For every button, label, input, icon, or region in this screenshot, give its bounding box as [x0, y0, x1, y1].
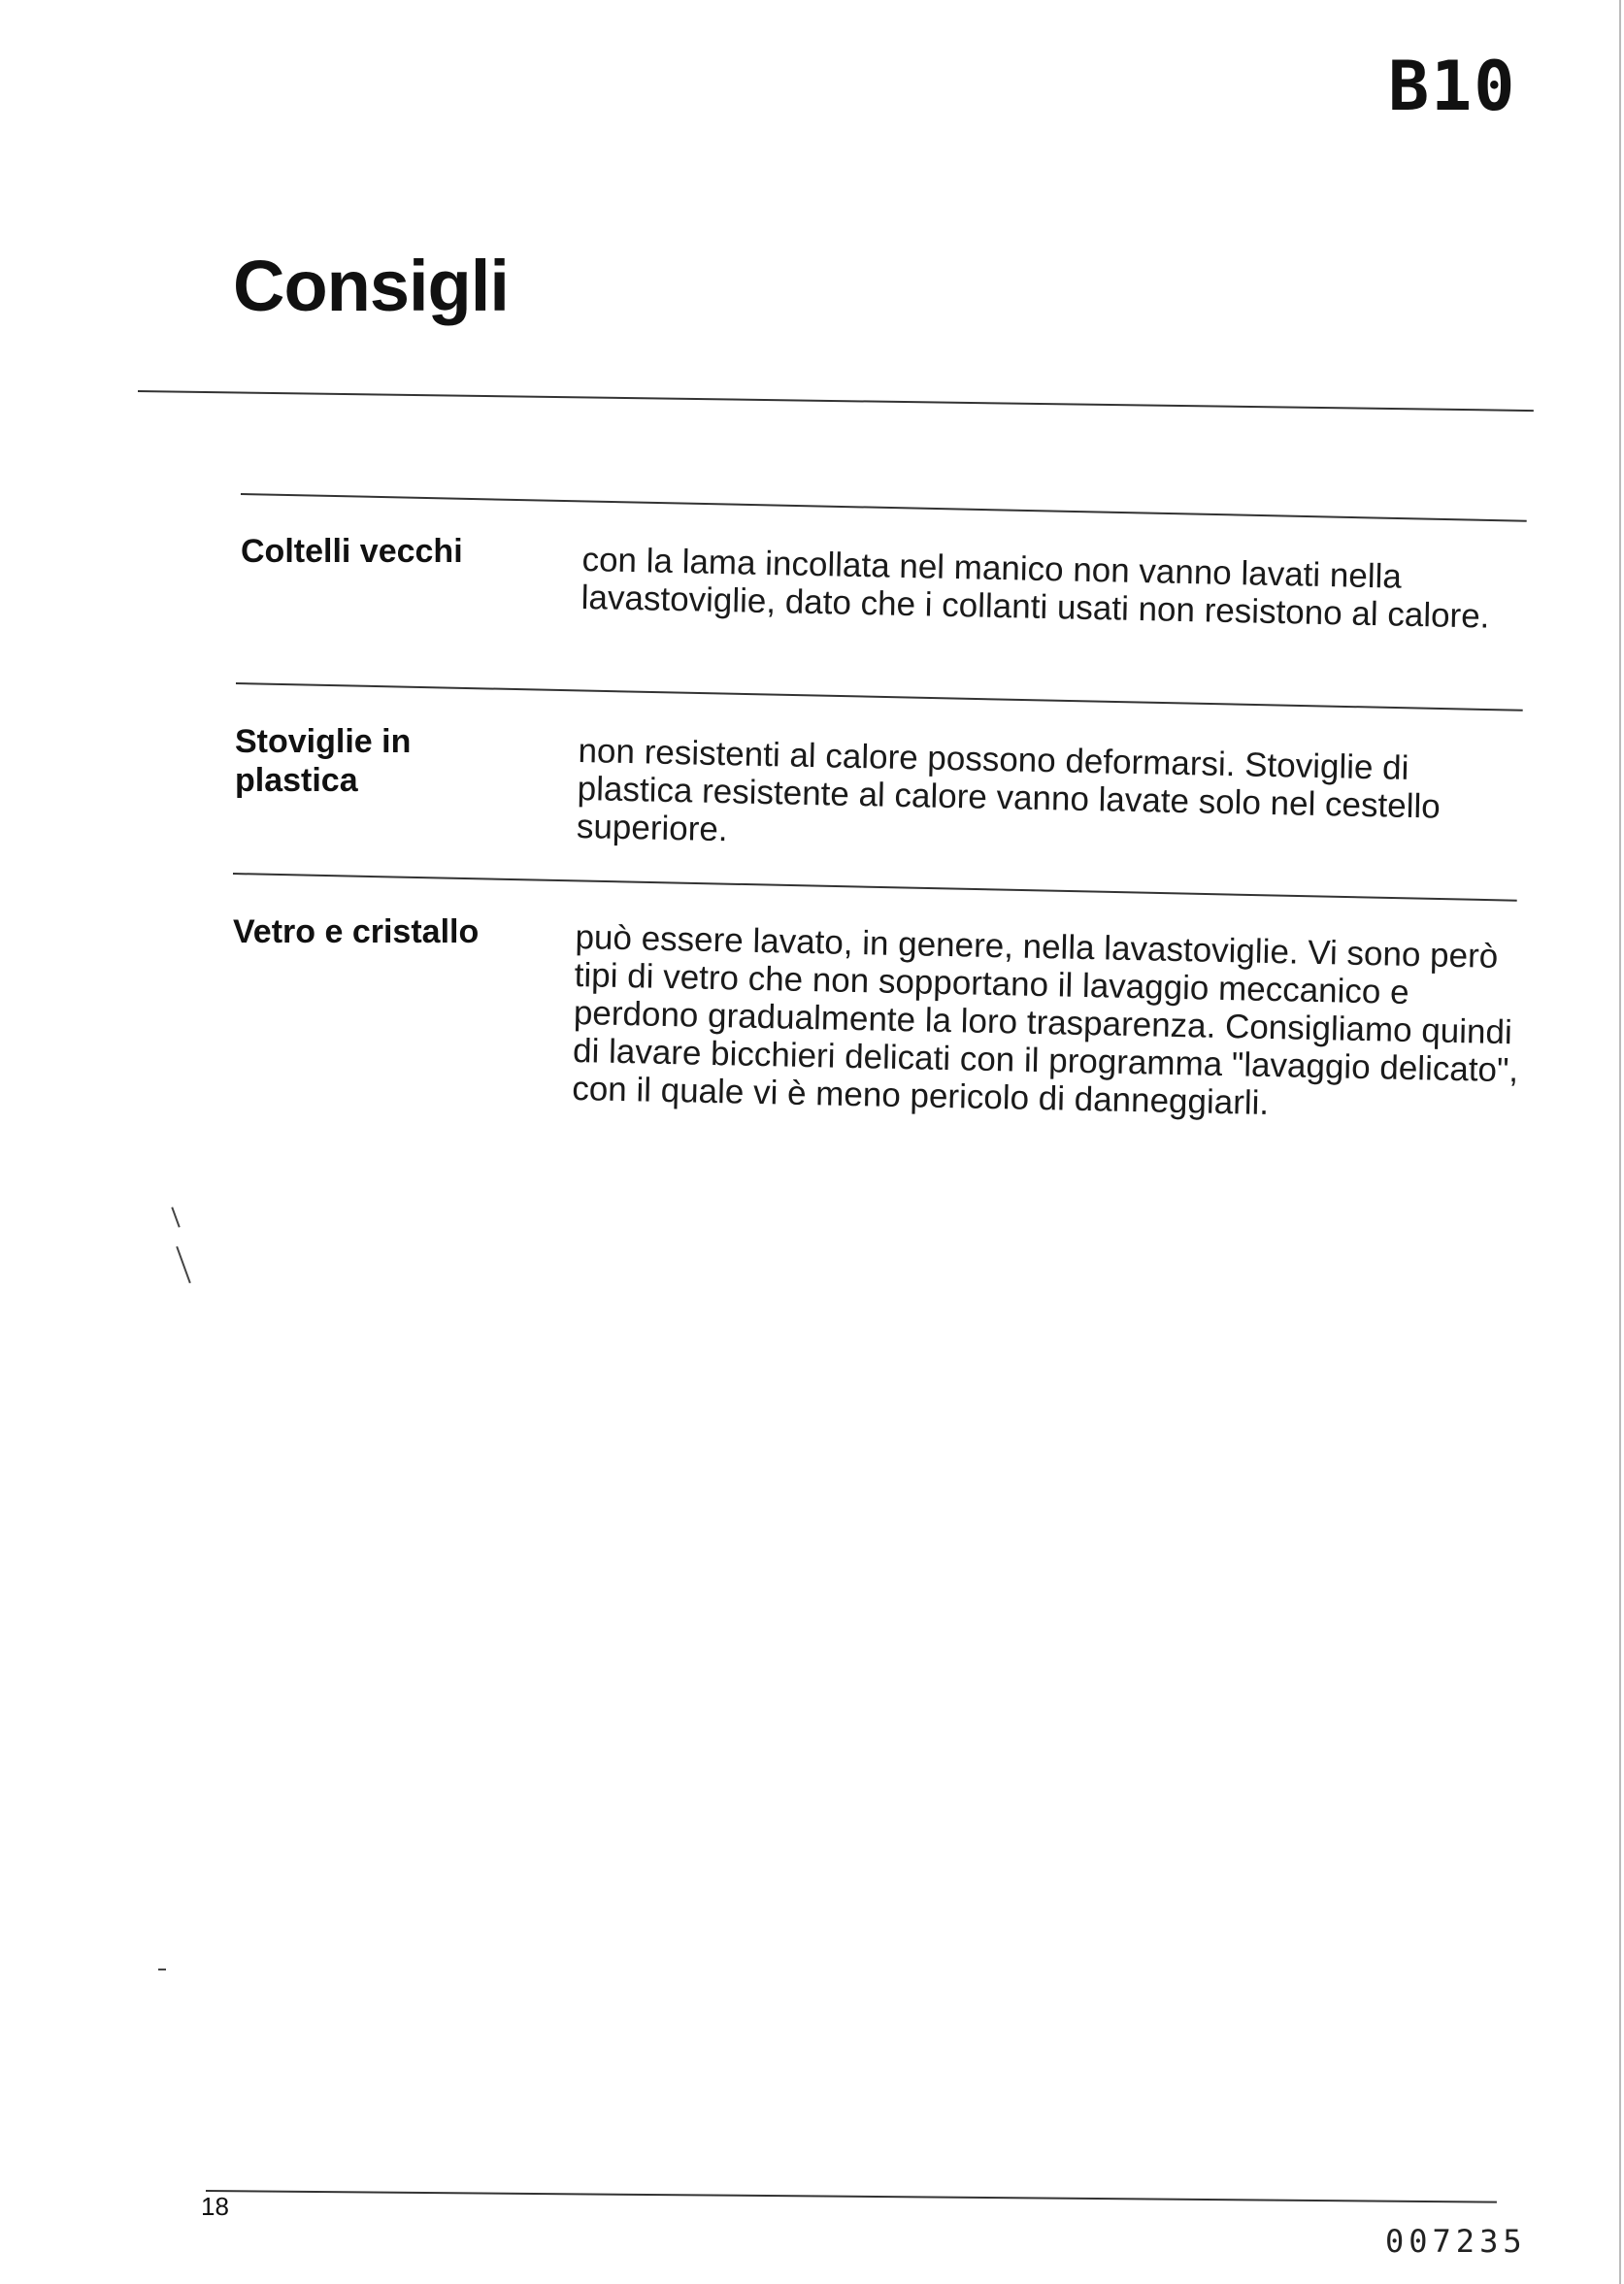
section-divider: [233, 873, 1517, 902]
scan-mark: [158, 1969, 166, 1970]
page-number: 18: [201, 2192, 229, 2221]
scan-edge: [1619, 0, 1621, 2284]
tip-text: non resistenti al calore possono deformarsi. Stoviglie di plastica resistente al calore vanno lavate solo nel cestello superiore.: [576, 732, 1442, 849]
section-divider: [241, 493, 1527, 522]
scan-mark: [171, 1207, 180, 1227]
document-number: 007235: [1385, 2223, 1527, 2260]
footer-divider: [206, 2190, 1497, 2203]
section-divider: [236, 682, 1523, 712]
tip-label: Stoviglie in plastica: [235, 723, 412, 799]
page-title: Consigli: [233, 246, 509, 326]
document-code: B10: [1388, 47, 1517, 126]
tip-label: Coltelli vecchi: [241, 533, 463, 570]
tip-label: Vetro e cristallo: [233, 913, 480, 950]
title-divider: [138, 390, 1534, 412]
scan-mark: [176, 1246, 191, 1283]
tip-text: può essere lavato, in genere, nella lavastoviglie. Vi sono però tipi di vetro che non sopportano il lavaggio meccanico e perdono gradualmente la loro trasparenza. Consigliamo quindi di lavare bicchieri delicati con il programma "lavaggio delicato", con il quale vi è meno pericolo di danneggiarli.: [571, 918, 1519, 1122]
tip-text: con la lama incollata nel manico non vanno lavati nella lavastoviglie, dato che i collanti usati non resistono al calore.: [580, 541, 1490, 636]
